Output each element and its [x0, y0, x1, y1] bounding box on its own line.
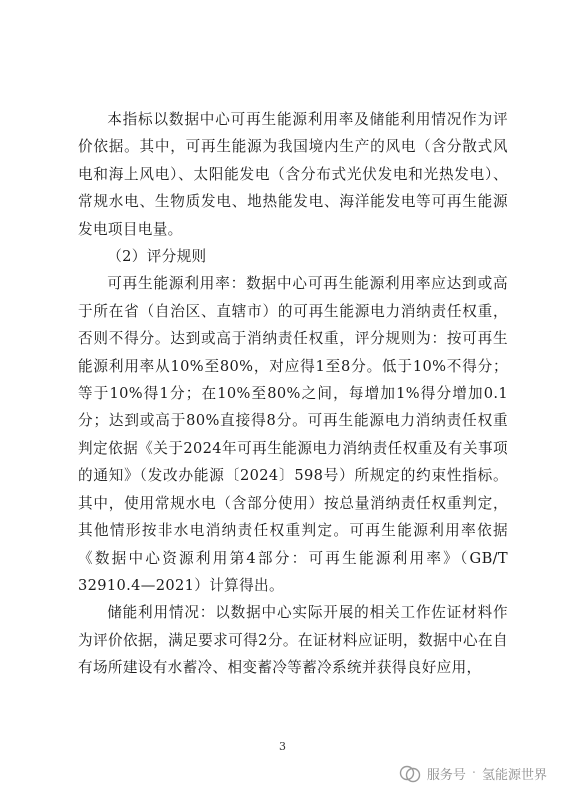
paragraph-renewable-utilization: 可再生能源利用率：数据中心可再生能源利用率应达到或高于所在省（自治区、直辖市）的可再生能源电力消纳责任权重，否则不得分。达到或高于消纳责任权重，评分规则为：按可再生能源利用率从10%至80%，对应得1至8分。低于10%不得分；等于10%得1分；在10%至80%之间，每增加1%得分增加0.1分；达到或高于80%直接得8分。可再生能源电力消纳责任权重判定依据《关于2024年可再生能源电力消纳责任权重及有关事项的通知》（发改办能源〔2024〕598号）所规定的约束性指标。其中，使用常规水电（含部分使用）按总量消纳责任权重判定，其他情形按非水电消纳责任权重判定。可再生能源利用率依据《数据中心资源利用第4部分：可再生能源利用率》（GB/T 32910.4—2021）计算得出。 — [78, 275, 508, 594]
body-text — [78, 106, 508, 682]
paragraph-intro: 本指标以数据中心可再生能源利用率及储能利用情况作为评价依据。其中，可再生能源为我国境内生产的风电（含分散式风电和海上风电）、太阳能发电（含分布式光伏发电和光热发电）、常规水电、生物质发电、地热能发电、海洋能发电等可再生能源发电项目电量。 — [78, 111, 508, 238]
wechat-channel-icon — [399, 765, 421, 783]
paragraph-energy-storage: 储能利用情况：以数据中心实际开展的相关工作佐证材料作为评价依据，满足要求可得2分。在证材料应证明，数据中心在自有场所建设有水蓄冷、相变蓄冷等蓄冷系统并获得良好应用， — [78, 604, 508, 677]
watermark-account: 氢能源世界 — [481, 768, 547, 783]
watermark-separator: · — [471, 766, 476, 781]
watermark-label: 服务号 — [426, 768, 466, 783]
watermark — [395, 762, 551, 785]
paragraph-heading-scoring-rules: （2）评分规则 — [107, 248, 207, 266]
page-number: 3 — [279, 740, 286, 753]
